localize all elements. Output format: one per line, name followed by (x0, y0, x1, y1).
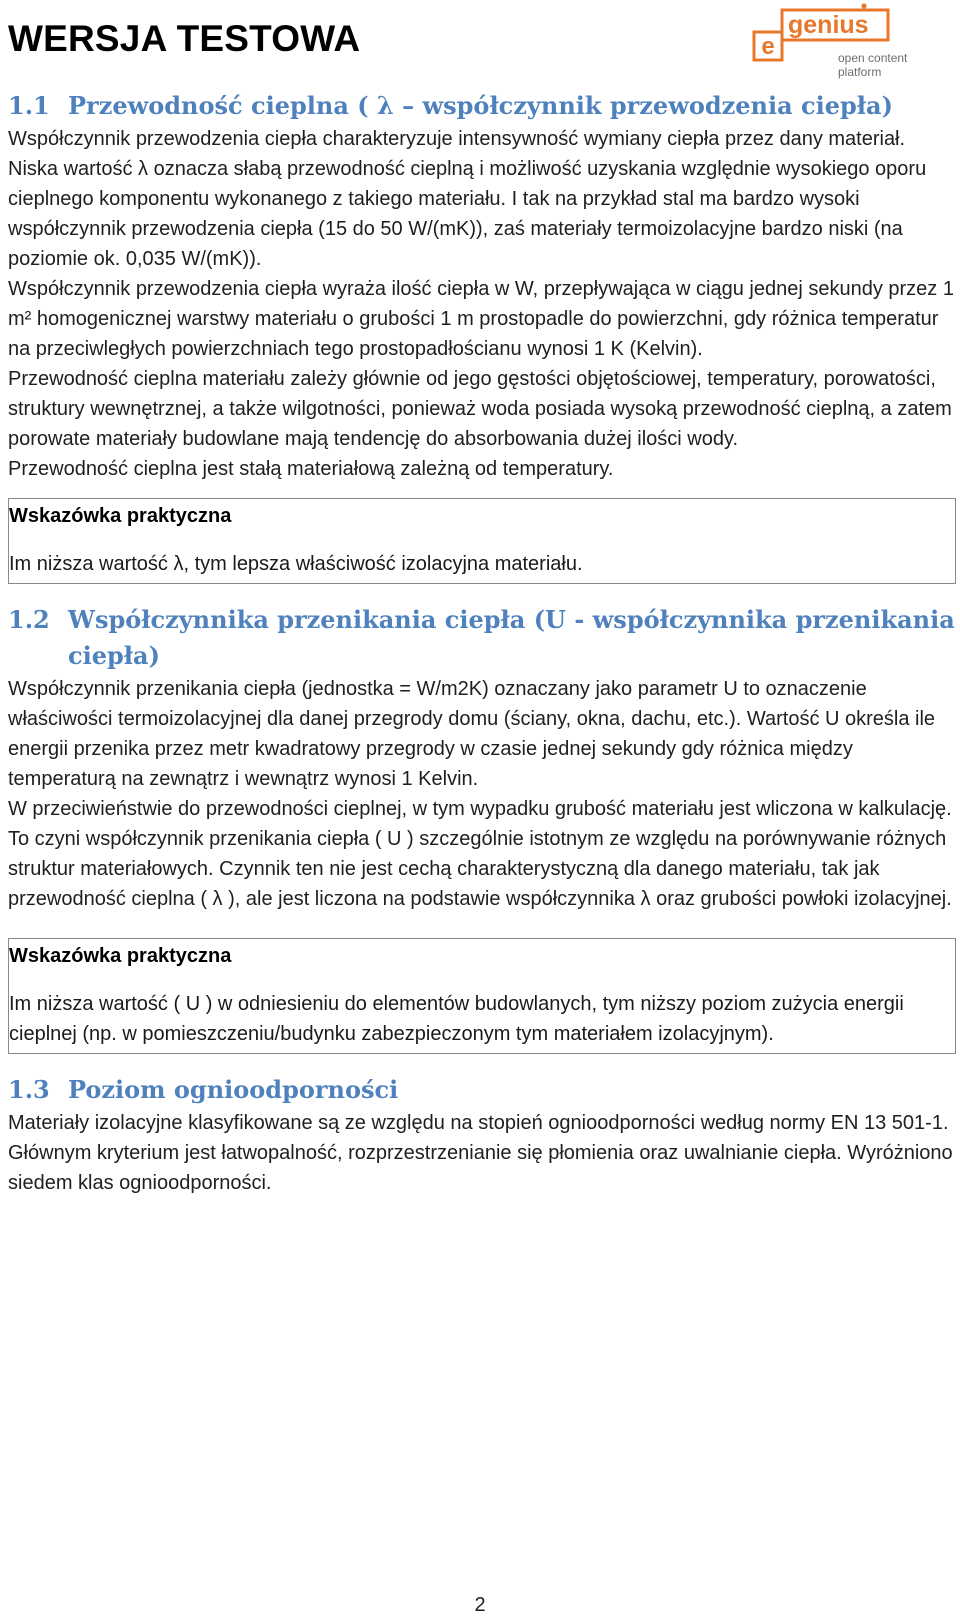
logo-letter: e (761, 33, 775, 60)
tip-title: Wskazówka praktyczna (9, 505, 232, 527)
section-title: Współczynnika przenikania ciepła (U - współczynnika przenikania ciepła) (68, 605, 955, 670)
tip-text: Im niższa wartość ( U ) w odniesieniu do elementów budowlanych, tym niższy poziom zużycia energii cieplnej (np. w pomieszczeniu/budynku zabezpieczonym tym materiałem izolacyjnym). (9, 993, 904, 1045)
section-heading (8, 88, 958, 124)
egenius-logo (752, 2, 942, 84)
page-title: WERSJA TESTOWA (8, 18, 361, 59)
tip-text: Im niższa wartość λ, tym lepsza właściwość izolacyjna materiału. (9, 553, 583, 575)
section-1-3 (8, 1072, 958, 1198)
tip-title: Wskazówka praktyczna (9, 945, 232, 967)
section-heading (8, 602, 958, 674)
section-number: 1.1 (8, 91, 50, 120)
document-body (8, 88, 958, 1198)
paragraph: Współczynnik przewodzenia ciepła wyraża ilość ciepła w W, przepływająca w ciągu jednej sekundy przez 1 m² homogenicznej warstwy materiału o grubości 1 m prostopadle do powierzchni, gdy różnica temperatur na przeciwległych powierzchniach tego prostopadłościanu wynosi 1 K (Kelvin). (8, 278, 954, 360)
practical-tip-box (8, 938, 956, 1054)
section-title: Poziom ognioodporności (68, 1075, 399, 1104)
section-number: 1.3 (8, 1075, 50, 1104)
paragraph: Przewodność cieplna materiału zależy głównie od jego gęstości objętościowej, temperatury, porowatości, struktury wewnętrznej, a także wilgotności, ponieważ woda posiada wysoką przewodność cieplną, a zatem porowate materiały budowlane mają tendencję do absorbowania dużej ilości wody. (8, 368, 952, 450)
paragraph: Przewodność cieplna jest stałą materiałową zależną od temperatury. (8, 458, 614, 480)
section-1-1 (8, 88, 958, 584)
page-number: 2 (474, 1594, 486, 1616)
logo-brand: genius (788, 11, 869, 39)
section-number: 1.2 (8, 605, 50, 634)
logo-tagline-2: platform (838, 65, 882, 79)
logo-tagline-1: open content (838, 51, 908, 65)
section-title: Przewodność cieplna ( λ – współczynnik przewodzenia ciepła) (68, 91, 893, 120)
paragraph: Materiały izolacyjne klasyfikowane są ze względu na stopień ognioodporności według normy EN 13 501-1. Głównym kryterium jest łatwopalność, rozprzestrzenianie się płomienia oraz uwalnianie ciepła. Wyróżniono siedem klas ognioodporności. (8, 1112, 953, 1194)
practical-tip-box (8, 498, 956, 584)
section-1-2 (8, 602, 958, 1054)
paragraph: Współczynnik przenikania ciepła (jednostka = W/m2K) oznaczany jako parametr U to oznaczenie właściwości termoizolacyjnej dla danej przegrody domu (ściany, okna, dachu, etc.). Wartość U określa ile energii przenika przez metr kwadratowy przegrody w czasie jednej sekundy gdy różnica między temperaturą na zewnątrz i wewnątrz wynosi 1 Kelvin. (8, 678, 936, 790)
paragraph: Współczynnik przewodzenia ciepła charakteryzuje intensywność wymiany ciepła przez dany materiał. Niska wartość λ oznacza słabą przewodność cieplną i możliwość uzyskania względnie wysokiego oporu cieplnego komponentu wykonanego z takiego materiału. I tak na przykład stal ma bardzo wysoki współczynnik przewodzenia ciepła (15 do 50 W/(mK)), zaś materiały termoizolacyjne bardzo niski (na poziomie ok. 0,035 W/(mK)). (8, 128, 927, 270)
section-heading (8, 1072, 958, 1108)
paragraph: W przeciwieństwie do przewodności cieplnej, w tym wypadku grubość materiału jest wliczona w kalkulację. To czyni współczynnik przenikania ciepła ( U ) szczególnie istotnym ze względu na porównywanie różnych struktur materiałowych. Czynnik ten nie jest cechą charakterystyczną dla danego materiału, tak jak przewodność cieplna ( λ ), ale jest liczona na podstawie współczynnika λ oraz grubości powłoki izolacyjnej. (8, 798, 952, 910)
